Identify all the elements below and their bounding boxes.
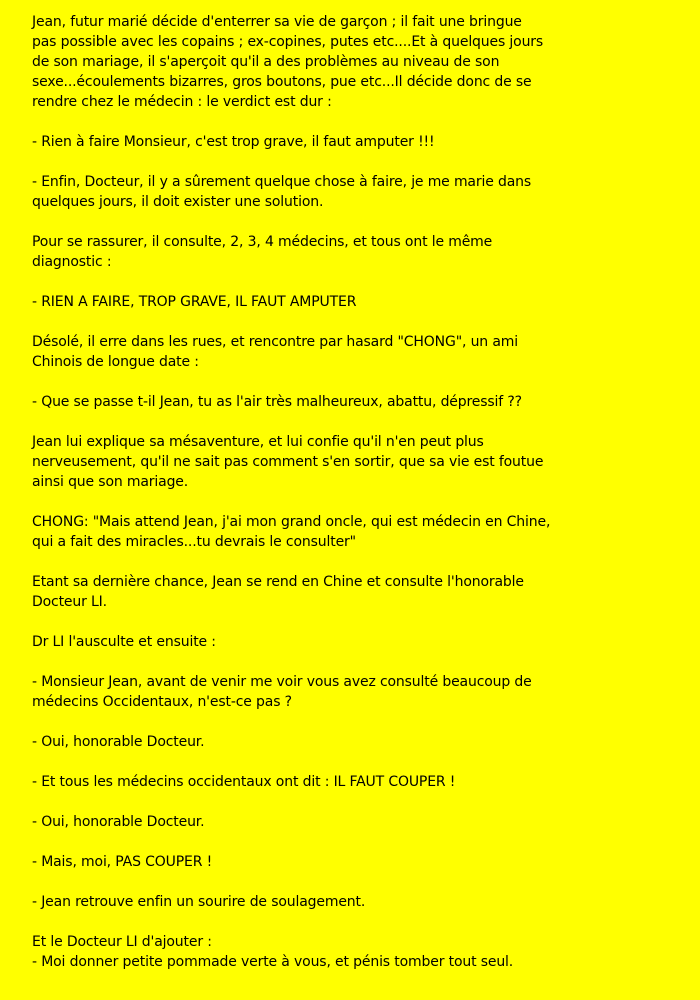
paragraph-goes-to-china: Etant sa dernière chance, Jean se rend en Chine et consulte l'honorable Docteur LI. [32,574,524,610]
paragraph-diagnosis: - RIEN A FAIRE, TROP GRAVE, IL FAUT AMPUTER [32,294,357,310]
paragraph-doctor-cut: - Et tous les médecins occidentaux ont dit : IL FAUT COUPER ! [32,774,456,790]
paragraph-verdict: - Rien à faire Monsieur, c'est trop grave, il faut amputer !!! [32,134,435,150]
joke-text [32,12,682,972]
paragraph-meets-chong: Désolé, il erre dans les rues, et rencontre par hasard "CHONG", un ami Chinois de longue date : [32,334,518,370]
paragraph-intro: Jean, futur marié décide d'enterrer sa vie de garçon ; il fait une bringue pas possible avec les copains ; ex-copines, putes etc....Et à quelques jours de son mariage, il s'aperçoit qu'il a des problèmes au niveau de son sexe...écoulements bizarres, gros boutons, pue etc...Il décide donc de se rendre chez le médecin : le verdict est dur : [32,14,544,110]
paragraph-reply-1: - Oui, honorable Docteur. [32,734,205,750]
paragraph-no-cut: - Mais, moi, PAS COUPER ! [32,854,213,870]
paragraph-chong-advice: CHONG: "Mais attend Jean, j'ai mon grand oncle, qui est médecin en Chine, qui a fait des miracles...tu devrais le consulter" [32,514,551,550]
paragraph-chong-asks: - Que se passe t-il Jean, tu as l'air très malheureux, abattu, dépressif ?? [32,394,522,410]
paragraph-punchline: Et le Docteur LI d'ajouter : - Moi donner petite pommade verte à vous, et pénis tomber tout seul. [32,934,514,970]
paragraph-jean-explains: Jean lui explique sa mésaventure, et lui confie qu'il n'en peut plus nerveusement, qu'il ne sait pas comment s'en sortir, que sa vie est foutue ainsi que son mariage. [32,434,544,490]
paragraph-examination: Dr LI l'ausculte et ensuite : [32,634,216,650]
paragraph-plea: - Enfin, Docteur, il y a sûrement quelque chose à faire, je me marie dans quelques jours, il doit exister une solution. [32,174,532,210]
paragraph-reply-2: - Oui, honorable Docteur. [32,814,205,830]
paragraph-doctor-question: - Monsieur Jean, avant de venir me voir vous avez consulté beaucoup de médecins Occidentaux, n'est-ce pas ? [32,674,532,710]
paragraph-consults: Pour se rassurer, il consulte, 2, 3, 4 médecins, et tous ont le même diagnostic : [32,234,493,270]
paragraph-relief: - Jean retrouve enfin un sourire de soulagement. [32,894,366,910]
